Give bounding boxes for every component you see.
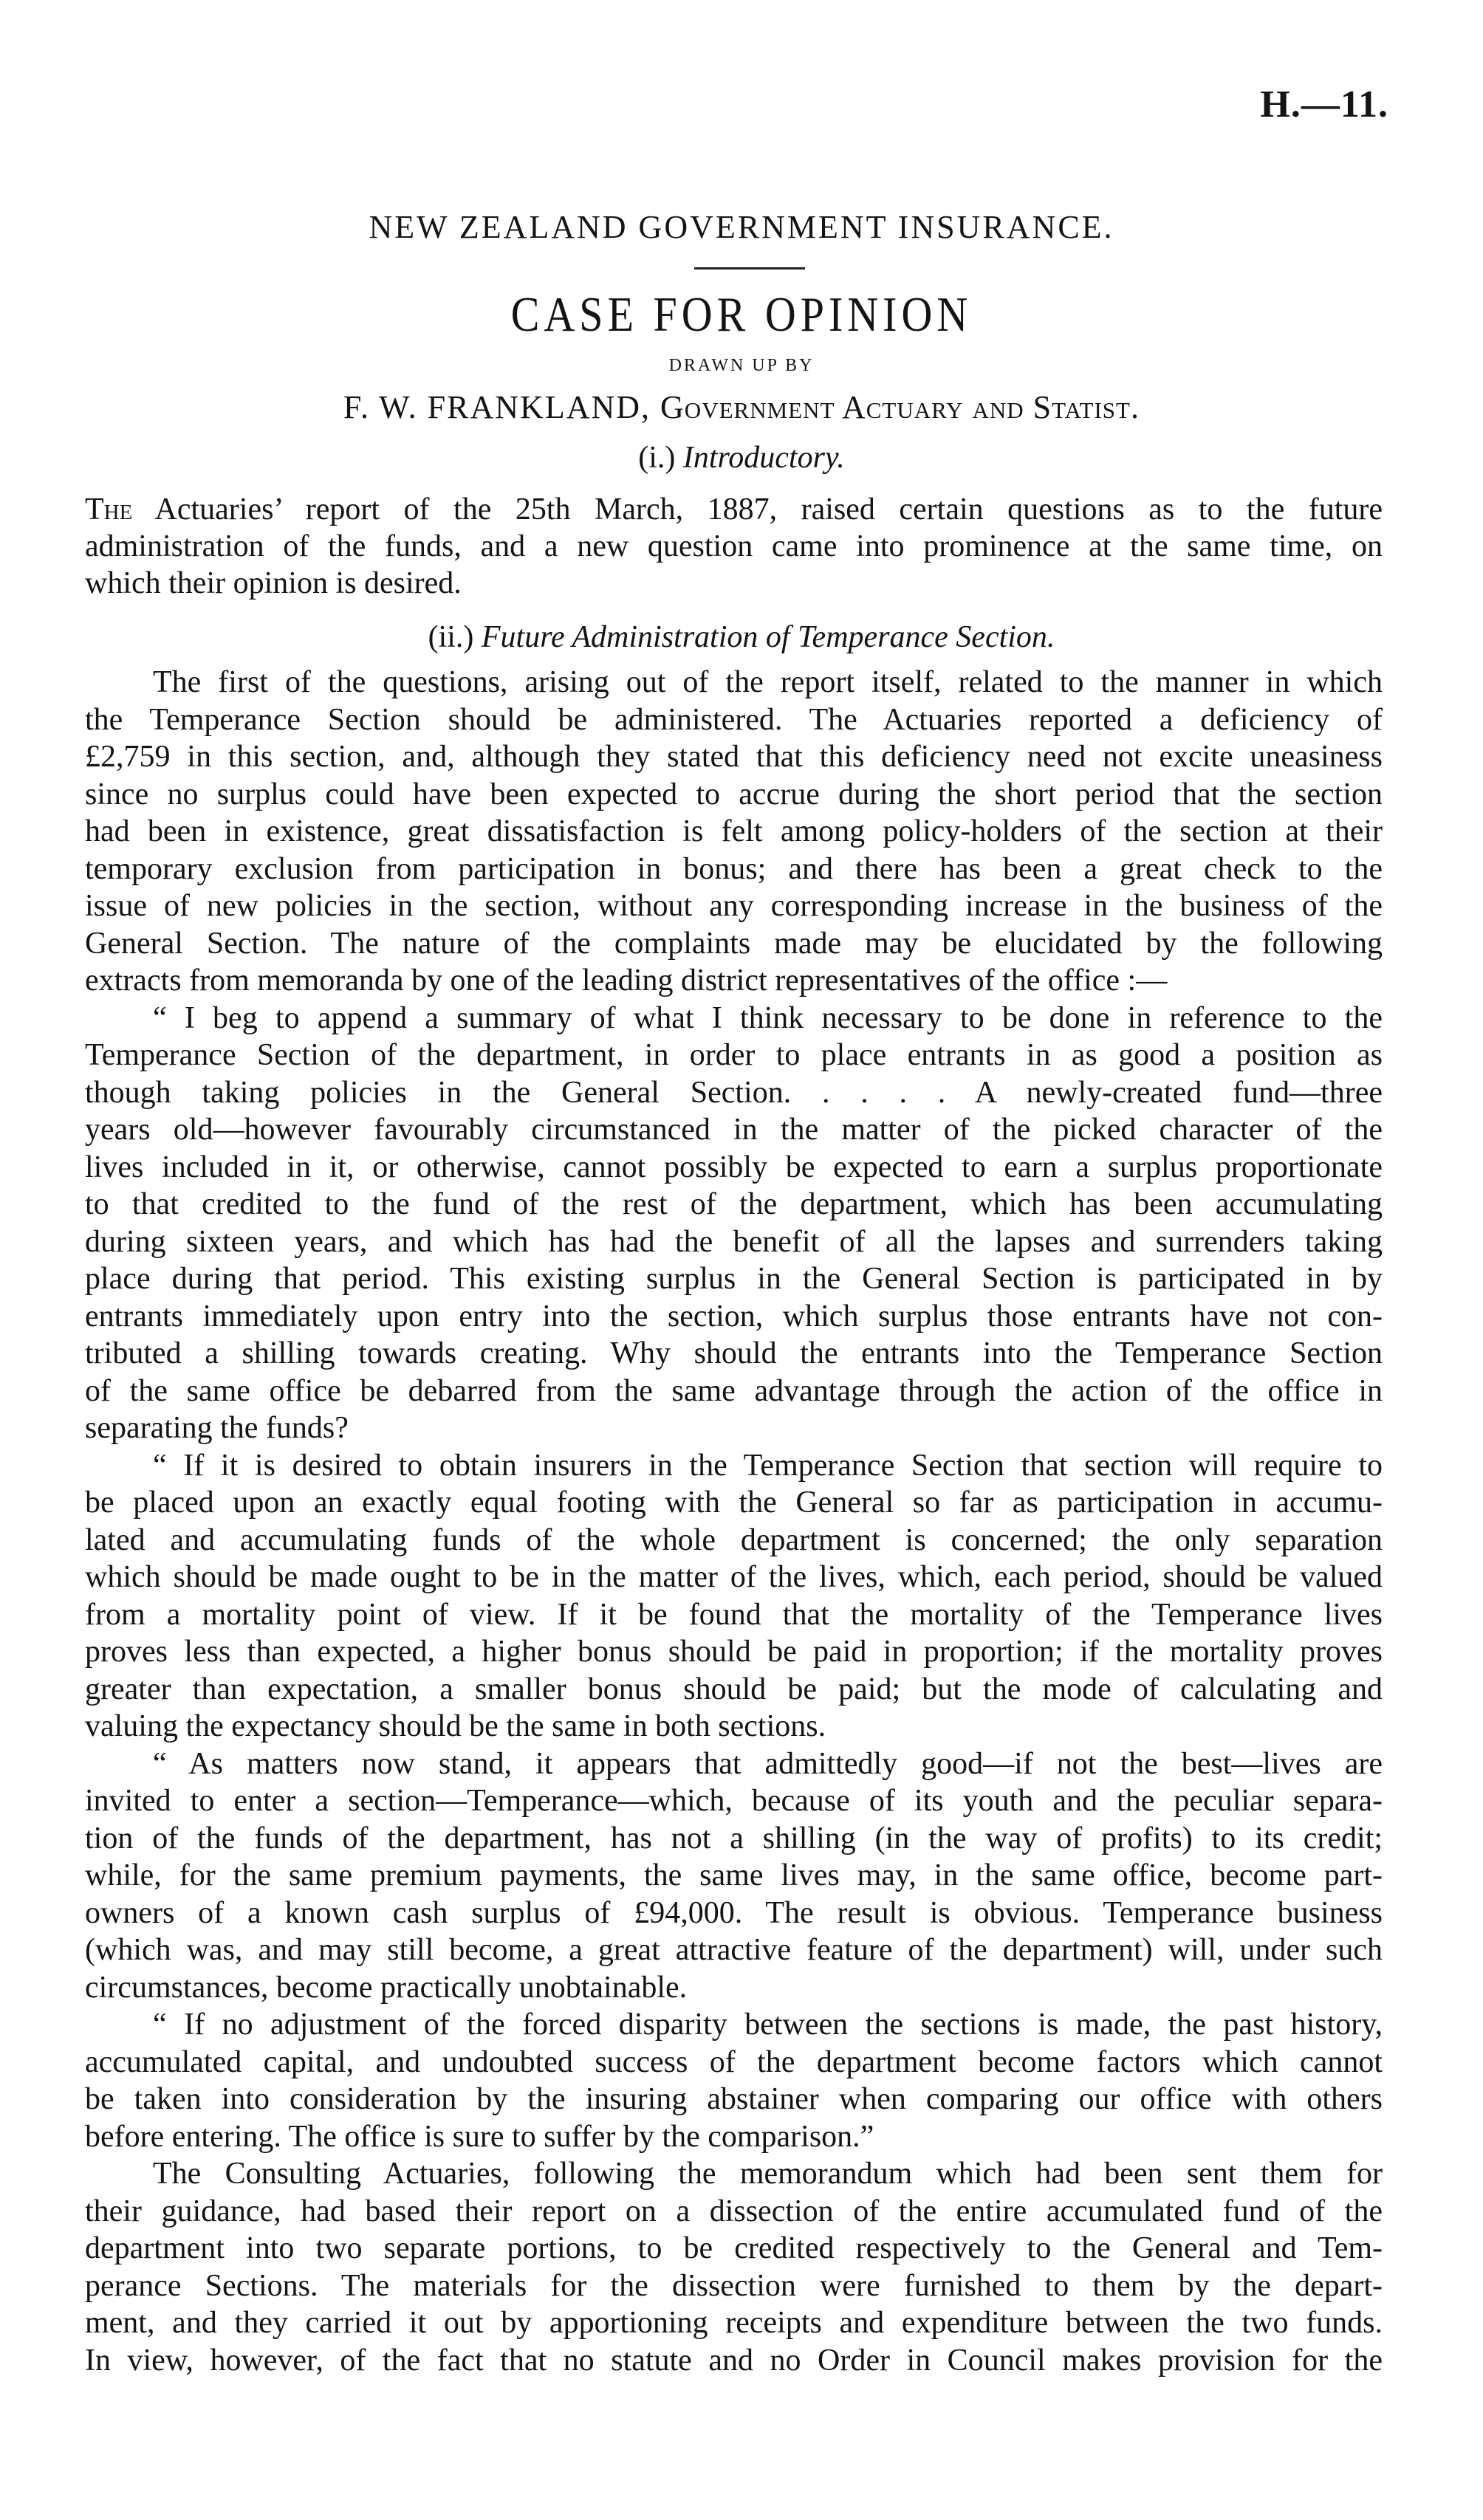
paragraph — [85, 1447, 1383, 1745]
text-line — [85, 528, 1383, 565]
text-line: since no surplus could have been expected to accrue during the short period that the section — [85, 777, 1383, 811]
text-line: of the same office be debarred from the same advantage through the action of the office in — [85, 1373, 1383, 1408]
text-line: issue of new policies in the section, without any corresponding increase in the business of the — [85, 889, 1383, 923]
text-line: The first of the questions, arising out of the report itself, related to the manner in which — [153, 665, 1383, 699]
author-name: F. W. FRANKLAND, — [343, 389, 651, 425]
text-line: (which was, and may still become, a great attractive feature of the department) will, under such — [85, 1933, 1383, 1967]
page-number: H.—11. — [1260, 83, 1388, 126]
text-line: Temperance Section of the department, in order to place entrants in as good a position as — [85, 1038, 1383, 1072]
section-title: Future Administration of Temperance Section. — [481, 620, 1055, 654]
text-line: “ I beg to append a summary of what I think necessary to be done in reference to the — [153, 1000, 1383, 1035]
lead-word: The — [85, 492, 133, 526]
section-numeral: (ii.) — [428, 620, 474, 654]
text-line: General Section. The nature of the complaints made may be elucidated by the following — [85, 926, 1383, 961]
drawn-up-by-label: DRAWN UP BY — [668, 356, 815, 375]
text-line: while, for the same premium payments, the same lives may, in the same office, become part- — [85, 1858, 1383, 1892]
text-line: “ If no adjustment of the forced disparity between the sections is made, the past history, — [153, 2008, 1383, 2042]
section-title: Introductory. — [682, 441, 845, 475]
text-line: during sixteen years, and which has had the benefit of all the lapses and surrenders taking — [85, 1224, 1383, 1259]
text-line: The Consulting Actuaries, following the memorandum which had been sent them for — [153, 2157, 1383, 2191]
section-numeral: (i.) — [638, 441, 676, 475]
text-line: £2,759 in this section, and, although they stated that this deficiency need not excite uneasiness — [85, 740, 1383, 774]
text-line — [85, 491, 1383, 528]
paragraph — [85, 664, 1383, 1000]
text-line: though taking policies in the General Section. . . . . A newly-created fund—three — [85, 1075, 1383, 1110]
text-line: valuing the expectancy should be the same in both sections. — [85, 1709, 826, 1743]
author-title: Government Actuary and Statist. — [660, 389, 1140, 425]
text-line: which should be made ought to be in the matter of the lives, which, each period, should be valued — [85, 1560, 1383, 1594]
case-title: CASE FOR OPINION — [510, 286, 973, 342]
author-line — [0, 388, 1483, 426]
text-line: “ If it is desired to obtain insurers in the Temperance Section that section will require to — [153, 1448, 1383, 1483]
section-heading-introductory — [0, 440, 1483, 475]
text-line: proves less than expected, a higher bonus should be paid in proportion; if the mortality proves — [85, 1635, 1383, 1669]
text-line: separating the funds? — [85, 1411, 349, 1445]
text-line: perance Sections. The materials for the dissection were furnished to them by the depart- — [85, 2268, 1383, 2303]
text-line: be placed upon an exactly equal footing with the General so far as participation in accumu- — [85, 1486, 1383, 1520]
text-line: entrants immediately upon entry into the section, which surplus those entrants have not con- — [85, 1299, 1383, 1333]
text-line: owners of a known cash surplus of £94,000. The result is obvious. Temperance business — [85, 1895, 1383, 1930]
text-line: ment, and they carried it out by apportioning receipts and expenditure between the two funds. — [85, 2306, 1383, 2340]
text-line: invited to enter a section—Temperance—which, because of its youth and the peculiar separa- — [85, 1784, 1383, 1818]
text-line: In view, however, of the fact that no statute and no Order in Council makes provision for the — [85, 2343, 1383, 2377]
section-body — [85, 664, 1383, 2379]
text-line: circumstances, become practically unobtainable. — [85, 1970, 688, 2005]
paragraph — [85, 1000, 1383, 1447]
text-line: tributed a shilling towards creating. Why should the entrants into the Temperance Section — [85, 1336, 1383, 1370]
line-text: which their opinion is desired. — [85, 566, 462, 600]
text-line: years old—however favourably circumstanced in the matter of the picked character of the — [85, 1113, 1383, 1147]
text-line: tion of the funds of the department, has not a shilling (in the way of profits) to its credit; — [85, 1821, 1383, 1855]
text-line: “ As matters now stand, it appears that admittedly good—if not the best—lives are — [153, 1746, 1383, 1781]
text-line: department into two separate portions, to be credited respectively to the General and Tem- — [85, 2231, 1383, 2265]
paragraph — [85, 2155, 1383, 2379]
text-line: extracts from memoranda by one of the leading district representatives of the office :— — [85, 964, 1168, 998]
text-line: place during that period. This existing surplus in the General Section is participated in by — [85, 1262, 1383, 1296]
text-line: greater than expectation, a smaller bonus should be paid; but the mode of calculating and — [85, 1672, 1383, 1706]
text-line: be taken into consideration by the insuring abstainer when comparing our office with others — [85, 2082, 1383, 2116]
text-line: to that credited to the fund of the rest of the department, which has been accumulating — [85, 1187, 1383, 1221]
paragraph — [85, 1745, 1383, 2007]
text-line: lated and accumulating funds of the whole department is concerned; the only separation — [85, 1522, 1383, 1557]
document-title: NEW ZEALAND GOVERNMENT INSURANCE. — [369, 209, 1114, 245]
text-line: before entering. The office is sure to suffer by the comparison.” — [85, 2119, 874, 2154]
paragraph — [85, 2006, 1383, 2155]
line-text: administration of the funds, and a new question came into prominence at the same time, on — [85, 529, 1383, 563]
line-text: Actuaries’ report of the 25th March, 1887, raised certain questions as to the future — [154, 492, 1383, 526]
text-line: from a mortality point of view. If it be found that the mortality of the Temperance lives — [85, 1597, 1383, 1632]
text-line: lives included in it, or otherwise, cannot possibly be expected to earn a surplus proportionate — [85, 1150, 1383, 1184]
text-line: accumulated capital, and undoubted success of the department become factors which cannot — [85, 2045, 1383, 2079]
text-line: their guidance, had based their report on a dissection of the entire accumulated fund of the — [85, 2194, 1383, 2228]
title-divider — [694, 267, 805, 269]
intro-paragraph — [85, 491, 1383, 602]
text-line: the Temperance Section should be administered. The Actuaries reported a deficiency of — [85, 702, 1383, 737]
text-line: temporary exclusion from participation in bonus; and there has been a great check to the — [85, 851, 1383, 886]
section-heading-temperance — [0, 619, 1483, 655]
text-line — [85, 565, 1383, 602]
text-line: had been in existence, great dissatisfaction is felt among policy-holders of the section at their — [85, 814, 1383, 848]
